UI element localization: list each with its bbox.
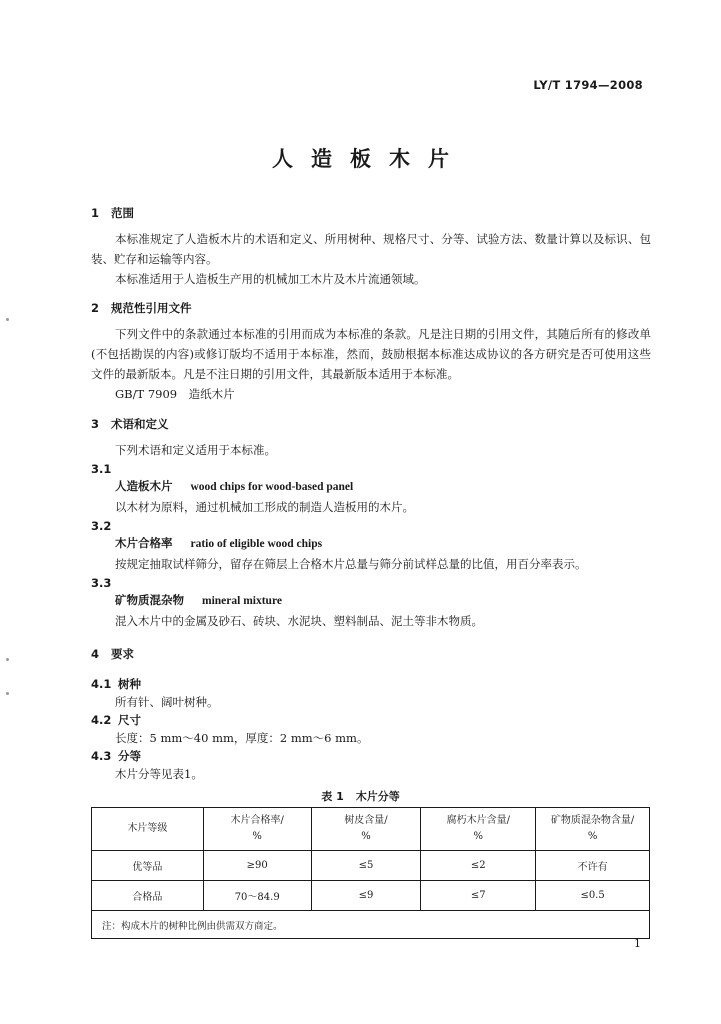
- section-number: 3: [91, 417, 100, 431]
- standard-number: LY/T 1794—2008: [533, 78, 643, 92]
- header-label: 木片合格率/: [230, 815, 284, 826]
- scan-mark: [6, 692, 9, 695]
- header-label: 树皮含量/: [344, 815, 388, 826]
- section-1: [91, 205, 651, 289]
- term-chinese: 木片合格率: [115, 536, 173, 550]
- term-chinese: 人造板木片: [115, 479, 173, 493]
- paragraph: 下列文件中的条款通过本标准的引用而成为本标准的条款。凡是注日期的引用文件，其随后所有的修改单(不包括勘误的内容)或修订版均不适用于本标准，然而，鼓励根据本标准达成协议的各方研究是否可使用这些文件的最新版本。凡是不注日期的引用文件，其最新版本适用于本标准。: [91, 327, 651, 381]
- term-definition: 以木材为原料，通过机械加工形成的制造人造板用的木片。: [115, 500, 414, 514]
- header-cell: [203, 808, 311, 851]
- subsection-number: 4.3: [91, 749, 112, 763]
- section-heading: [91, 646, 651, 662]
- table-cell: ≥90: [203, 851, 311, 881]
- page-number: 1: [634, 937, 641, 950]
- section-3: [91, 416, 651, 631]
- table-cell: 合格品: [92, 881, 204, 911]
- grading-table: [91, 807, 650, 939]
- header-label: 木片等级: [127, 823, 168, 834]
- table-cell: ≤7: [421, 881, 536, 911]
- table-cell: 不许有: [536, 851, 650, 881]
- paragraph: 本标准规定了人造板木片的术语和定义、所用树种、规格尺寸、分等、试验方法、数量计算以及标识、包装、贮存和运输等内容。: [91, 232, 651, 266]
- normative-reference: GB/T 7909 造纸木片: [115, 387, 235, 401]
- term-entry: [91, 476, 651, 497]
- header-unit: %: [361, 831, 371, 842]
- section-heading: [91, 205, 651, 221]
- header-unit: %: [587, 831, 598, 842]
- subsection-text: 所有针、阔叶树种。: [115, 695, 219, 709]
- table-cell: ≤5: [311, 851, 421, 881]
- section-title: 要求: [111, 647, 134, 661]
- header-unit: %: [473, 831, 484, 842]
- header-cell: [421, 808, 536, 851]
- paragraph: 本标准适用于人造板生产用的机械加工木片及木片流通领域。: [115, 272, 426, 286]
- table-title: 木片分等: [355, 790, 400, 803]
- term-number: 3.3: [91, 576, 112, 590]
- term-english: wood chips for wood-based panel: [190, 481, 354, 493]
- header-unit: %: [252, 831, 262, 842]
- table-row: [92, 881, 650, 911]
- table-header-row: [92, 808, 650, 851]
- term-number: 3.2: [91, 519, 112, 533]
- subsection-text: 长度：5 mm～40 mm，厚度：2 mm～6 mm。: [115, 731, 369, 745]
- paragraph: 下列术语和定义适用于本标准。: [115, 443, 276, 457]
- scan-mark: [6, 318, 9, 321]
- subsection-number: 4.1: [91, 677, 112, 691]
- table-note-row: [92, 911, 650, 939]
- subsection-title: 尺寸: [118, 713, 141, 727]
- subsection-heading: [91, 676, 651, 692]
- term-number: 3.1: [91, 462, 112, 476]
- term-entry: [91, 590, 651, 611]
- subsection-text: 木片分等见表1。: [115, 767, 203, 781]
- table-cell: ≤2: [421, 851, 536, 881]
- header-label: 腐朽木片含量/: [446, 815, 510, 826]
- section-2: [91, 300, 651, 404]
- header-cell: [311, 808, 421, 851]
- table-caption: [0, 788, 721, 804]
- scan-mark: [6, 658, 9, 661]
- table-cell: ≤0.5: [536, 881, 650, 911]
- term-english: ratio of eligible wood chips: [190, 538, 323, 550]
- subsection-title: 树种: [118, 677, 141, 691]
- subsection-heading: [91, 748, 651, 764]
- term-chinese: 矿物质混杂物: [115, 593, 184, 607]
- section-number: 2: [91, 301, 100, 315]
- section-heading: [91, 300, 651, 316]
- header-cell: [536, 808, 650, 851]
- table-cell: 优等品: [92, 851, 204, 881]
- section-heading: [91, 416, 651, 432]
- subsection-number: 4.2: [91, 713, 112, 727]
- section-number: 4: [91, 647, 100, 661]
- header-label: 矿物质混杂物含量/: [550, 815, 635, 826]
- section-title: 术语和定义: [111, 417, 169, 431]
- section-4: [91, 646, 651, 784]
- table-cell: ≤9: [311, 881, 421, 911]
- section-title: 规范性引用文件: [111, 301, 192, 315]
- table-cell: 70～84.9: [203, 881, 311, 911]
- subsection-title: 分等: [118, 749, 141, 763]
- section-number: 1: [91, 206, 100, 220]
- term-definition: 按规定抽取试样筛分，留存在筛层上合格木片总量与筛分前试样总量的比值，用百分率表示。: [115, 557, 587, 571]
- table-note: 注：构成木片的树种比例由供需双方商定。: [92, 911, 650, 939]
- header-cell: [92, 808, 204, 851]
- table-number: 表 1: [321, 790, 344, 803]
- table-row: [92, 851, 650, 881]
- subsection-heading: [91, 712, 651, 728]
- document-title: 人造板木片: [272, 146, 467, 171]
- section-title: 范围: [111, 206, 134, 220]
- term-english: mineral mixture: [202, 595, 282, 607]
- term-definition: 混入木片中的金属及砂石、砖块、水泥块、塑料制品、泥土等非木物质。: [115, 614, 483, 628]
- term-entry: [91, 533, 651, 554]
